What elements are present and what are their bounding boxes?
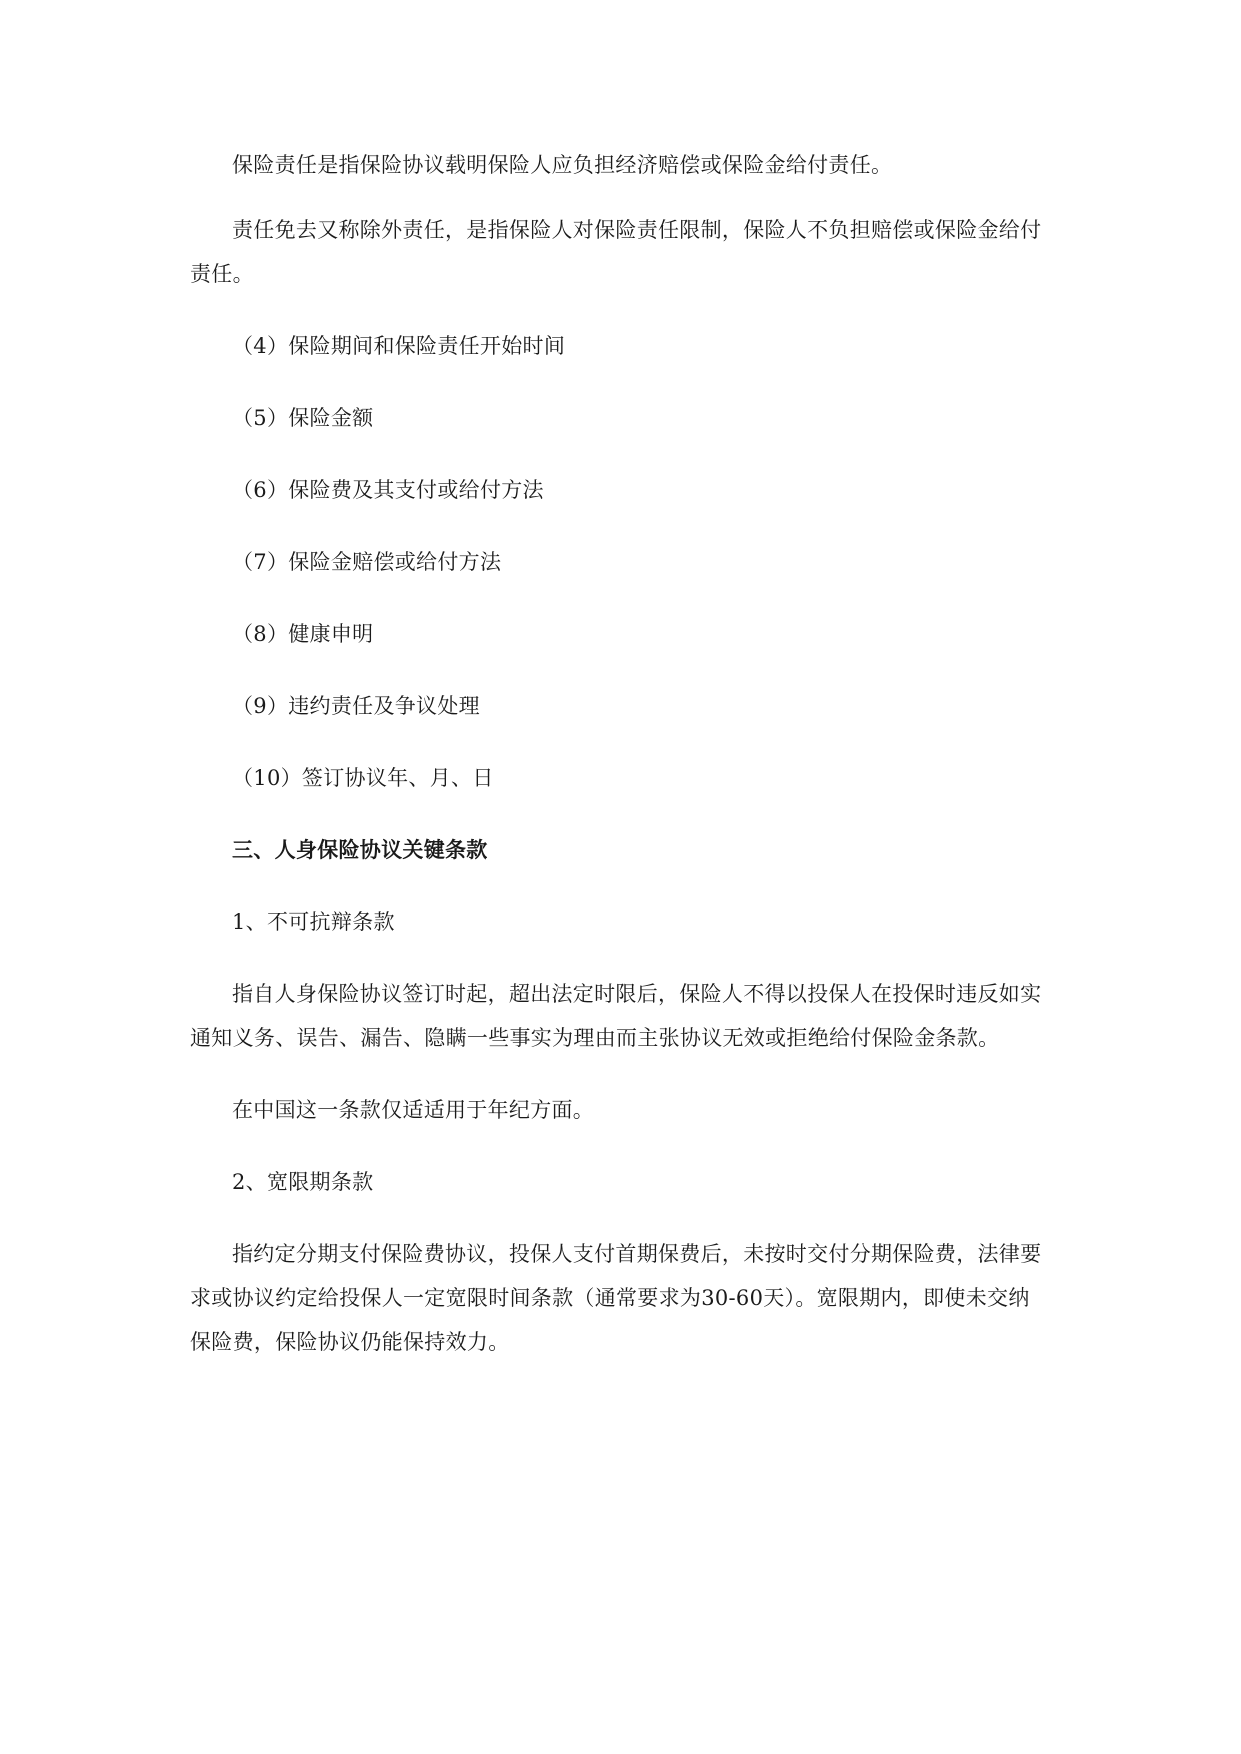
list-item-6: （6）保险费及其支付或给付方法 [232,478,544,502]
list-item-9: （9）违约责任及争议处理 [232,694,480,718]
paragraph-grace-period-clause: 指约定分期支付保险费协议，投保人支付首期保费后，未按时交付分期保险费，法律要求或协议约定给投保人一定宽限时间条款（通常要求为30-60天）。宽限期内，即使未交纳保险费，保险协议仍能保持效力。 [190,1242,1042,1354]
list-item-8: （8）健康申明 [232,622,374,646]
clause-title-1: 1、不可抗辩条款 [232,910,395,934]
list-item-10: （10）签订协议年、月、日 [232,766,494,790]
paragraph-insurance-liability: 保险责任是指保险协议载明保险人应负担经济赔偿或保险金给付责任。 [232,153,893,177]
list-item-7: （7）保险金赔偿或给付方法 [232,550,502,574]
paragraph-exclusion-liability: 责任免去又称除外责任，是指保险人对保险责任限制，保险人不负担赔偿或保险金给付责任。 [190,218,1042,286]
paragraph-incontestable-clause: 指自人身保险协议签订时起，超出法定时限后，保险人不得以投保人在投保时违反如实通知义务、误告、漏告、隐瞒一些事实为理由而主张协议无效或拒绝给付保险金条款。 [190,982,1042,1050]
section-heading: 三、人身保险协议关键条款 [232,838,488,862]
clause-title-2: 2、宽限期条款 [232,1170,374,1194]
paragraph-china-note: 在中国这一条款仅适适用于年纪方面。 [232,1098,595,1122]
list-item-4: （4）保险期间和保险责任开始时间 [232,334,566,358]
list-item-5: （5）保险金额 [232,406,374,430]
